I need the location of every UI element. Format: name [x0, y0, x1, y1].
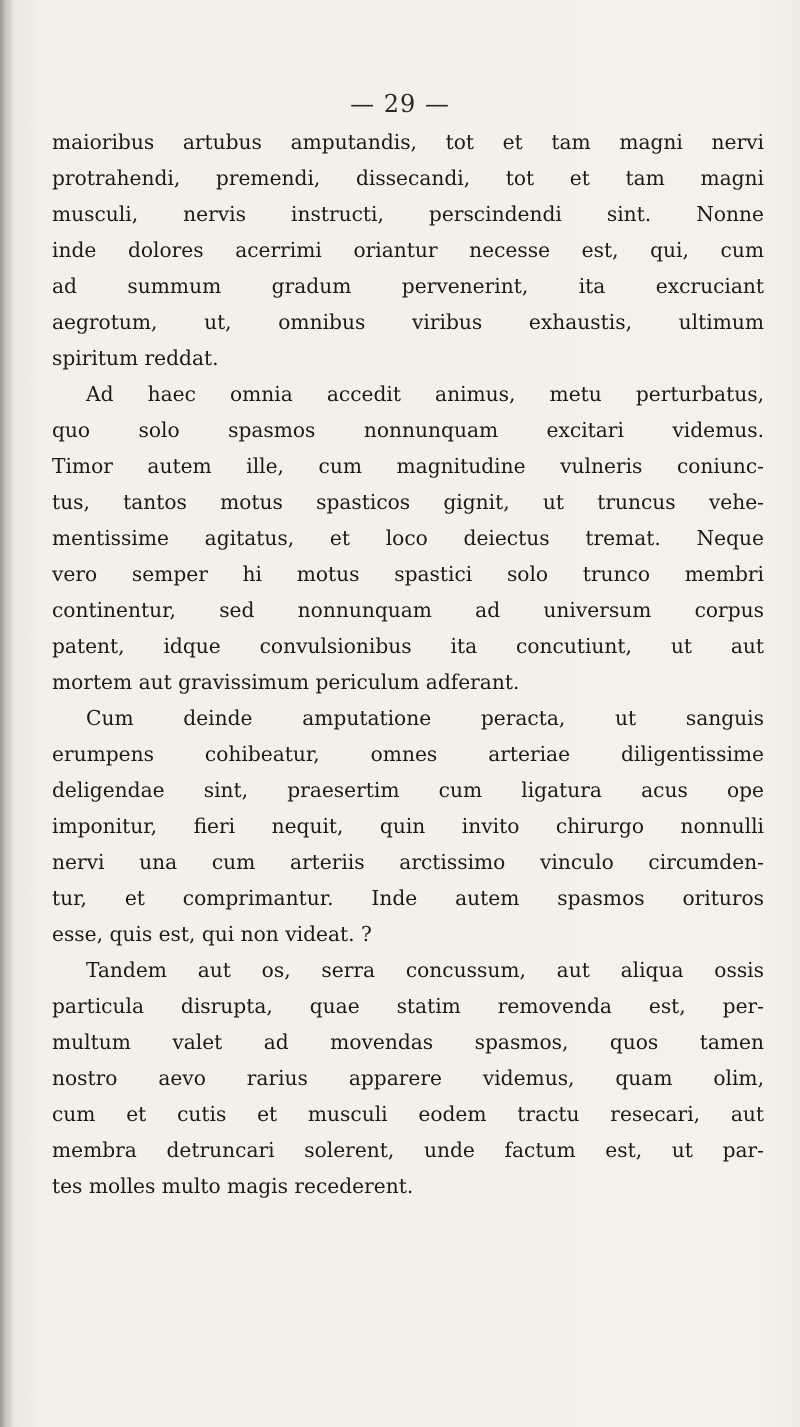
text-line: tus, tantos motus spasticos gignit, ut truncus vehe-	[52, 490, 764, 514]
text-line: multum valet ad movendas spasmos, quos tamen	[52, 1030, 764, 1054]
text-line: ad summum gradum pervenerint, ita excruciant	[52, 274, 764, 298]
text-line: maioribus artubus amputandis, tot et tam magni nervi	[52, 130, 764, 154]
binding-shadow	[0, 0, 14, 1427]
body-text	[52, 124, 764, 1204]
text-line: deligendae sint, praesertim cum ligatura acus ope	[52, 778, 764, 802]
text-line: Cum deinde amputatione peracta, ut sanguis	[86, 706, 764, 730]
text-line: tur, et comprimantur. Inde autem spasmos orituros	[52, 886, 764, 910]
text-line: spiritum reddat.	[52, 346, 219, 370]
text-line: particula disrupta, quae statim removenda est, per-	[52, 994, 764, 1018]
text-line: Ad haec omnia accedit animus, metu perturbatus,	[86, 382, 764, 406]
text-line: Tandem aut os, serra concussum, aut aliqua ossis	[86, 958, 764, 982]
text-line: protrahendi, premendi, dissecandi, tot et tam magni	[52, 166, 764, 190]
text-line: vero semper hi motus spastici solo trunco membri	[52, 562, 764, 586]
page-number: — 29 —	[350, 90, 450, 118]
text-line: esse, quis est, qui non videat. ?	[52, 922, 372, 946]
text-line: imponitur, fieri nequit, quin invito chirurgo nonnulli	[52, 814, 764, 838]
text-line: Timor autem ille, cum magnitudine vulneris coniunc-	[52, 454, 764, 478]
text-line: erumpens cohibeatur, omnes arteriae diligentissime	[52, 742, 764, 766]
text-line: aegrotum, ut, omnibus viribus exhaustis, ultimum	[52, 310, 764, 334]
text-line: membra detruncari solerent, unde factum est, ut par-	[52, 1138, 764, 1162]
text-line: nostro aevo rarius apparere videmus, quam olim,	[52, 1066, 764, 1090]
text-line: tes molles multo magis recederent.	[52, 1174, 414, 1198]
text-line: continentur, sed nonnunquam ad universum corpus	[52, 598, 764, 622]
text-line: nervi una cum arteriis arctissimo vinculo circumden-	[52, 850, 764, 874]
text-line: quo solo spasmos nonnunquam excitari videmus.	[52, 418, 764, 442]
text-line: mentissime agitatus, et loco deiectus tremat. Neque	[52, 526, 764, 550]
text-line: inde dolores acerrimi oriantur necesse est, qui, cum	[52, 238, 764, 262]
text-line: cum et cutis et musculi eodem tractu resecari, aut	[52, 1102, 764, 1126]
text-line: patent, idque convulsionibus ita concutiunt, ut aut	[52, 634, 764, 658]
text-line: mortem aut gravissimum periculum adferant.	[52, 670, 520, 694]
text-line: musculi, nervis instructi, perscindendi sint. Nonne	[52, 202, 764, 226]
